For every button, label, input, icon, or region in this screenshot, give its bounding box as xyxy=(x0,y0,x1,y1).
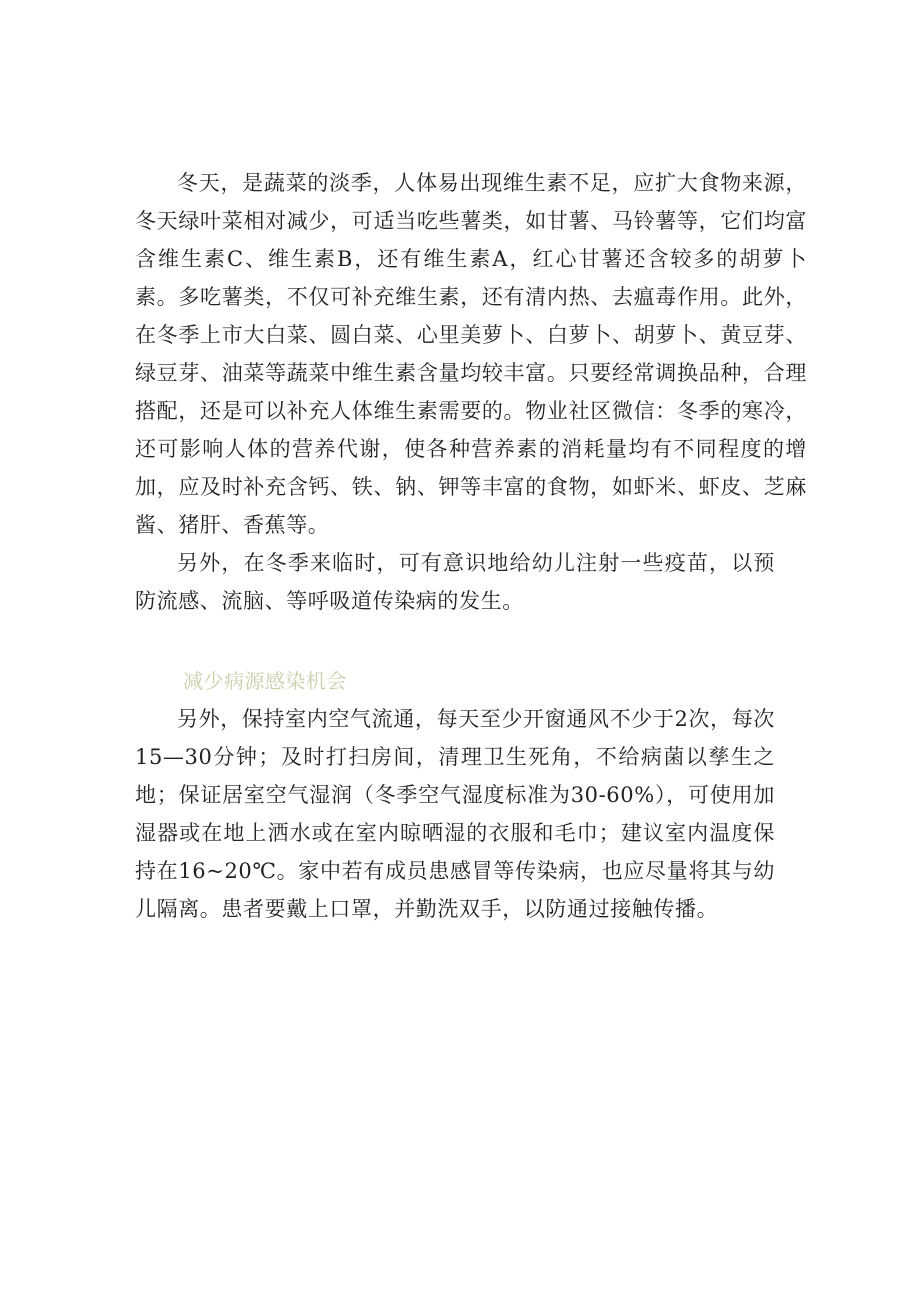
section-heading: 减少病源感染机会 xyxy=(183,669,347,693)
paragraph-ventilation: 另外，保持室内空气流通，每天至少开窗通风不少于2次，每次15—30分钟；及时打扫房间，清理卫生死角，不给病菌以孳生之地；保证居室空气湿润（冬季空气湿度标准为30-60%），可使用加湿器或在地上洒水或在室内晾晒湿的衣服和毛巾；建议室内温度保持在16~20℃。家中若有成员患感冒等传染病，也应尽量将其与幼儿隔离。患者要戴上口罩，并勤洗双手，以防通过接触传播。 xyxy=(135,707,775,921)
paragraph-vaccines: 另外，在冬季来临时，可有意识地给幼儿注射一些疫苗，以预防流感、流脑、等呼吸道传染病的发生。 xyxy=(135,551,775,613)
paragraph-winter-vegetables: 冬天，是蔬菜的淡季，人体易出现维生素不足，应扩大食物来源，冬天绿叶菜相对减少，可适当吃些薯类，如甘薯、马铃薯等，它们均富含维生素C、维生素B，还有维生素A，红心甘薯还含较多的胡萝卜素。多吃薯类，不仅可补充维生素，还有清内热、去瘟毒作用。此外，在冬季上市大白菜、圆白菜、心里美萝卜、白萝卜、胡萝卜、黄豆芽、绿豆芽、油菜等蔬菜中维生素含量均较丰富。只要经常调换品种，合理搭配，还是可以补充人体维生素需要的。物业社区微信：冬季的寒冷，还可影响人体的营养代谢，使各种营养素的消耗量均有不同程度的增加，应及时补充含钙、铁、钠、钾等丰富的食物，如虾米、虾皮、芝麻酱、猪肝、香蕉等。 xyxy=(135,171,807,537)
document-page xyxy=(135,164,807,928)
